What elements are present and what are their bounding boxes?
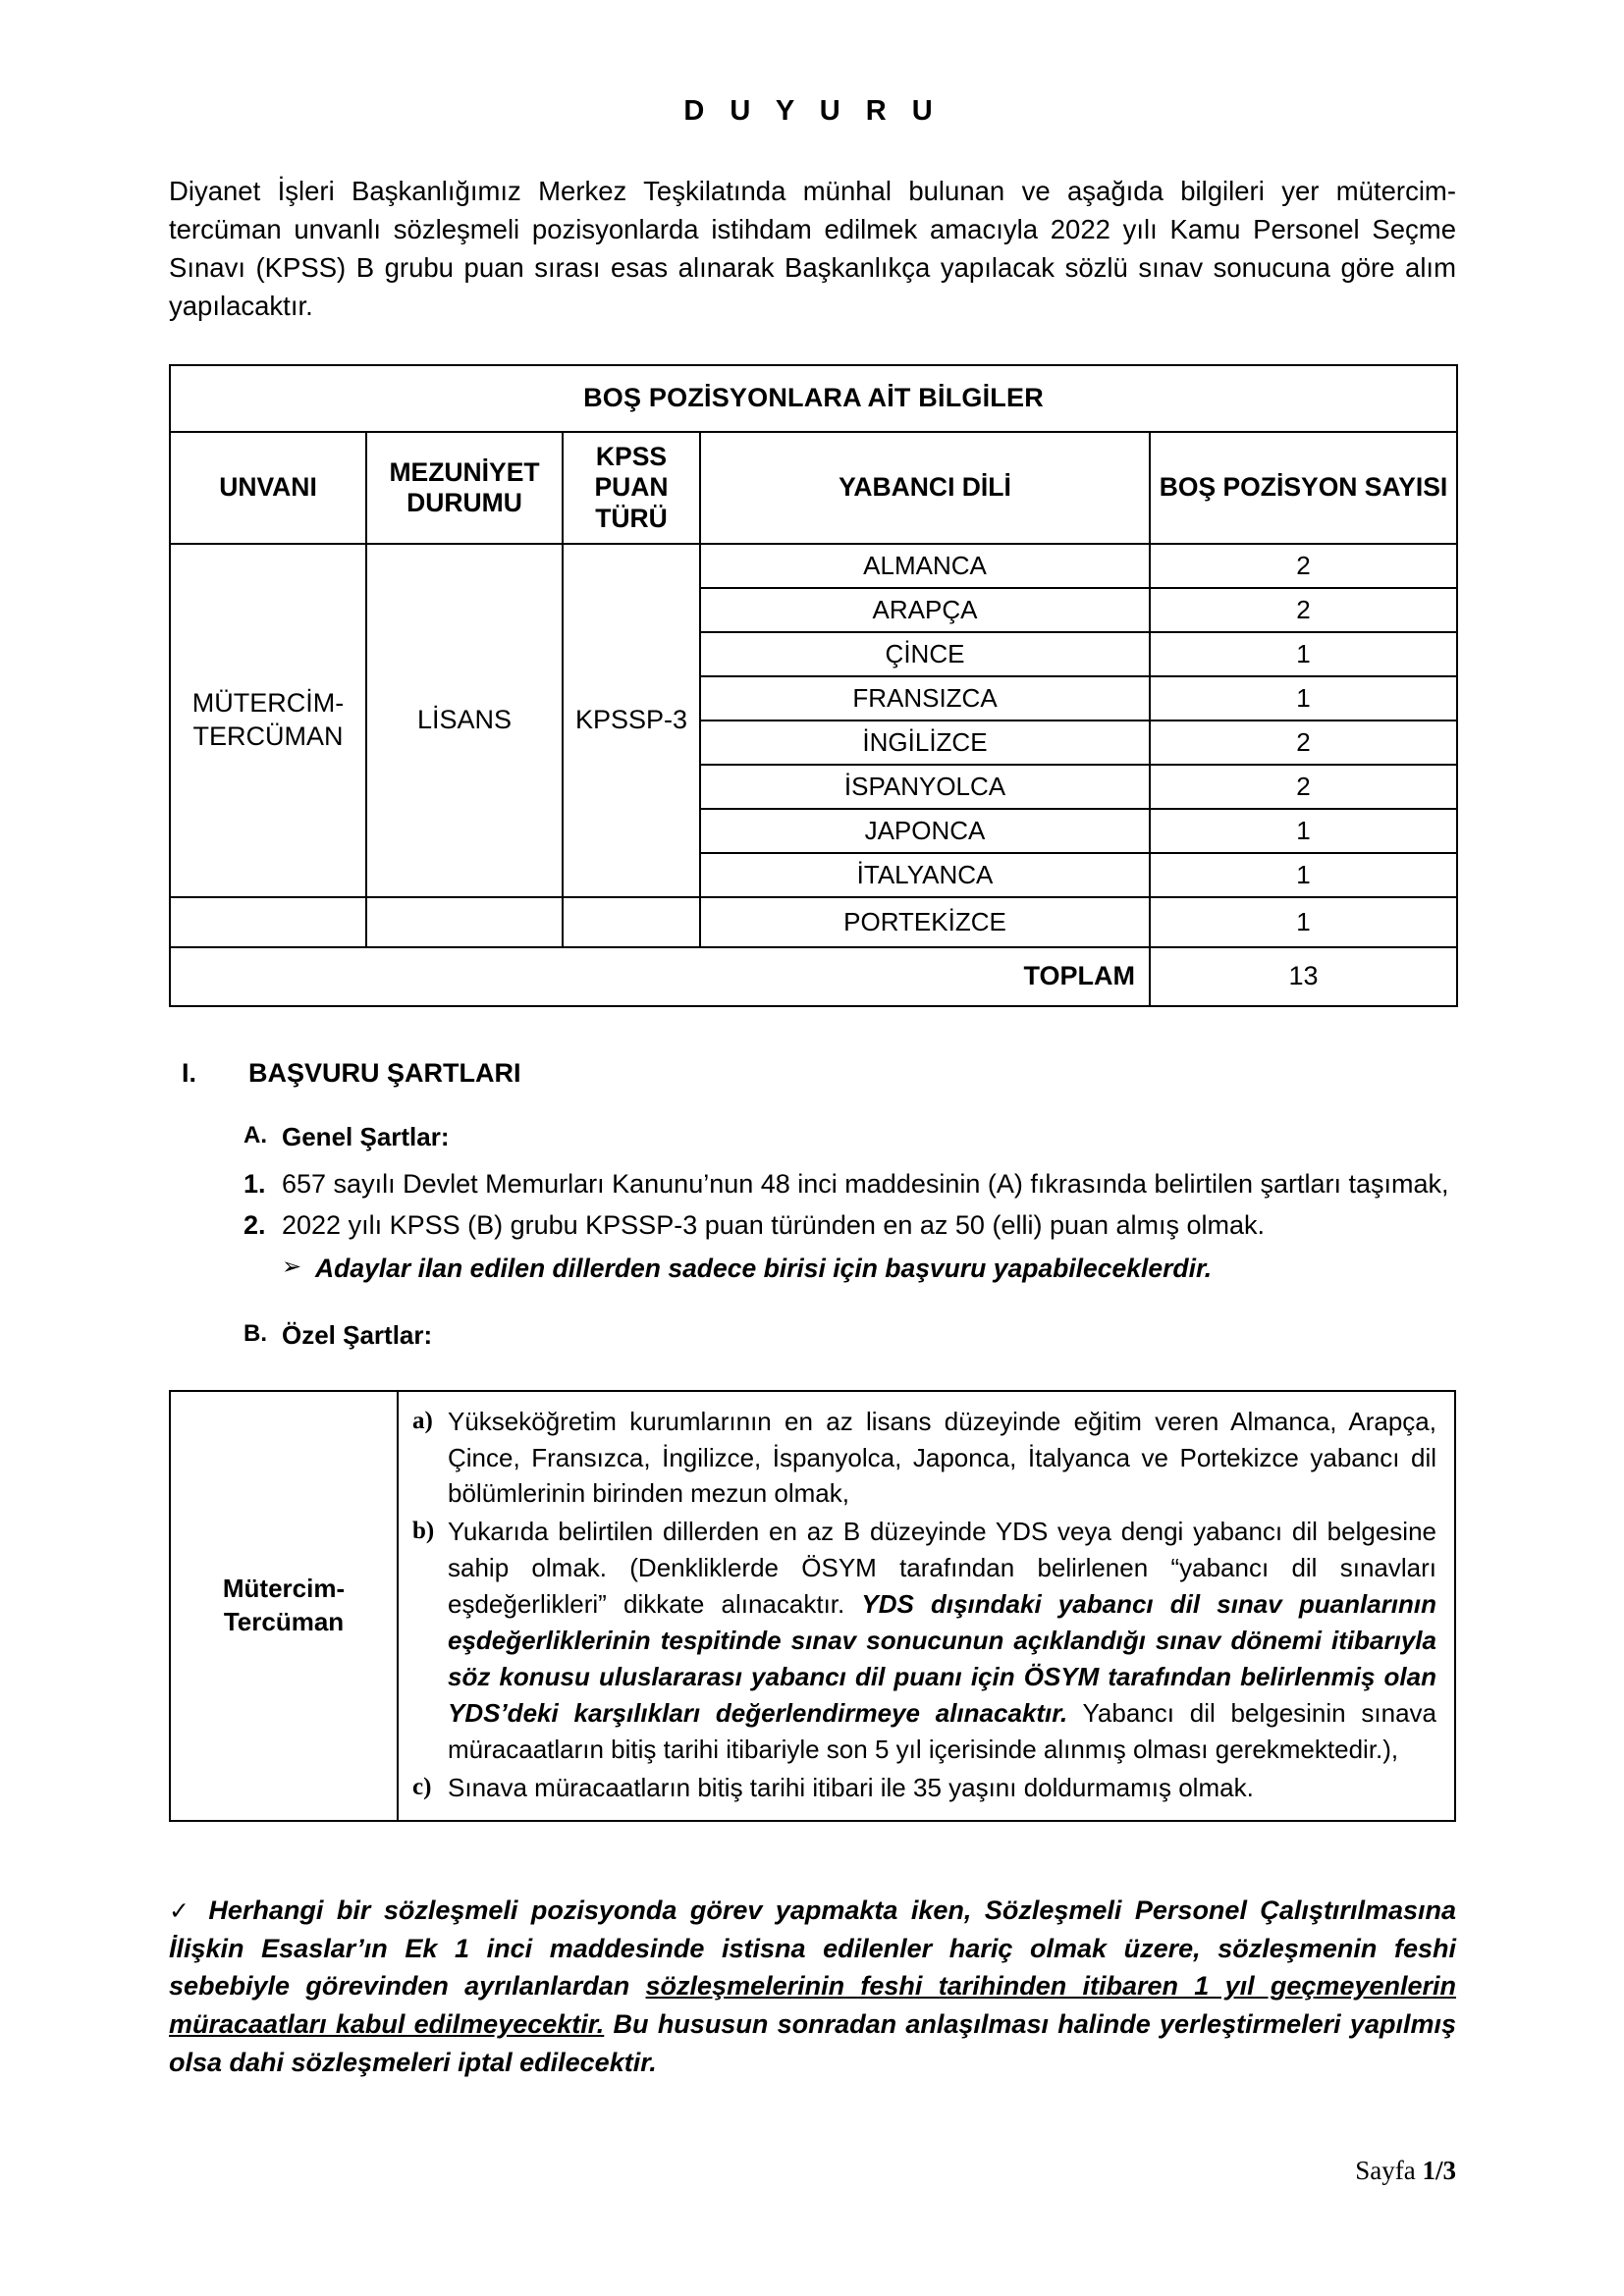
item-text: 2022 yılı KPSS (B) grubu KPSSP-3 puan türünden en az 50 (elli) puan almış olmak. (282, 1209, 1266, 1240)
column-header-bos-pozisyon: BOŞ POZİSYON SAYISI (1150, 432, 1457, 544)
subsection-heading-genel-sartlar (169, 1089, 1456, 1152)
section-basvuru-sartlari (169, 1007, 1456, 1351)
final-note-part2: Bu hususun sonradan anlaşılması halinde yerleştirmeleri yapılmış olsa dahi sözleşmeleri iptal edilecektir. (169, 2009, 1456, 2078)
table-banner-row (170, 365, 1457, 432)
cell-count: 1 (1150, 897, 1457, 947)
total-value: 13 (1150, 947, 1457, 1006)
section-heading-basvuru (169, 1058, 1456, 1089)
item-marker: b) (412, 1518, 435, 1545)
item-marker: c) (412, 1773, 432, 1800)
item-text-part1: Yukarıda belirtilen dillerden en az B düzeyinde YDS veya dengi yabancı dil belgesine sahip olmak. (Denkliklerde ÖSYM tarafından belirlenen “yabancı dil sınavları eşdeğerlikleri” dikkate alınacaktır. (448, 1517, 1436, 1620)
cell-language: ÇİNCE (700, 632, 1150, 676)
positions-table (169, 364, 1458, 1007)
list-item (244, 1203, 1456, 1245)
cell-count: 1 (1150, 676, 1457, 721)
cell-unvani-value: MÜTERCİM-TERCÜMAN (170, 544, 366, 897)
total-label: TOPLAM (170, 947, 1150, 1006)
cell-language: İNGİLİZCE (700, 721, 1150, 765)
cell-language: ARAPÇA (700, 588, 1150, 632)
cell-empty-unvani (170, 897, 366, 947)
cell-language: JAPONCA (700, 809, 1150, 853)
final-note-part1: Herhangi bir sözleşmeli pozisyonda görev yapmakta iken, Sözleşmeli Personel Çalıştırılmasına İlişkin Esaslar’ın Ek 1 inci maddesinde istisna edilenler hariç olmak üzere, sözleşmenin feshi sebebiyle görevinden ayrılanlardan (169, 1895, 1456, 2002)
ozel-sartlar-label: Mütercim-Tercüman (170, 1391, 398, 1821)
cell-count: 2 (1150, 544, 1457, 588)
item-text: Yükseköğretim kurumlarının en az lisans düzeyinde eğitim veren Almanca, Arapça, Çince, Fransızca, İngilizce, İspanyolca, Japonca, İtalyanca ve Portekizce yabancı dil bölümlerinin birinden mezun olmak, (448, 1406, 1436, 1509)
table-banner-title: BOŞ POZİSYONLARA AİT BİLGİLER (170, 365, 1457, 432)
page-footer (1355, 2156, 1456, 2186)
cell-mezuniyet-value: LİSANS (366, 544, 563, 897)
item-text (448, 1514, 1436, 1767)
cell-language: ALMANCA (700, 544, 1150, 588)
item-marker: a) (412, 1407, 433, 1434)
cell-language: FRANSIZCA (700, 676, 1150, 721)
final-note-paragraph (169, 1848, 1456, 2082)
genel-sartlar-list (169, 1152, 1456, 1245)
table-row (170, 1391, 1455, 1821)
cell-count: 2 (1150, 721, 1457, 765)
subsection-heading-ozel-sartlar (169, 1287, 1456, 1351)
footer-label: Sayfa (1355, 2156, 1423, 2185)
positions-table-wrapper (169, 325, 1456, 1007)
section-title: BAŞVURU ŞARTLARI (248, 1057, 521, 1088)
item-text: Sınava müracaatların bitiş tarihi itibari ile 35 yaşını doldurmamış olmak. (448, 1772, 1254, 1802)
genel-sartlar-note (169, 1245, 1456, 1287)
page-title: D U Y U R U (683, 95, 942, 127)
list-item (412, 1514, 1436, 1769)
cell-empty-kpss (563, 897, 700, 947)
cell-language: PORTEKİZCE (700, 897, 1150, 947)
section-marker: I. (182, 1057, 197, 1088)
intro-paragraph: Diyanet İşleri Başkanlığımız Merkez Teşkilatında münhal bulunan ve aşağıda bilgileri yer mütercim-tercüman unvanlı sözleşmeli pozisyonlarda istihdam edilmek amacıyla 2022 yılı Kamu Personel Seçme Sınavı (KPSS) B grubu puan sırası esas alınarak Başkanlıkça yapılacak sözlü sınav sonucuna göre alım yapılacaktır. (169, 175, 1456, 321)
page-content (169, 0, 1456, 2109)
column-header-mezuniyet: MEZUNİYET DURUMU (366, 432, 563, 544)
arrow-note-text: Adaylar ilan edilen dillerden sadece birisi için başvuru yapabileceklerdir. (315, 1253, 1213, 1283)
subsection-title: Özel Şartlar: (282, 1319, 433, 1350)
cell-empty-mezuniyet (366, 897, 563, 947)
cell-count: 1 (1150, 632, 1457, 676)
cell-language: İTALYANCA (700, 853, 1150, 897)
cell-count: 2 (1150, 588, 1457, 632)
final-note-underlined: sözleşmelerinin feshi tarihinden itibaren 1 yıl geçmeyenlerin müracaatları kabul edilmeyecektir. (169, 1971, 1456, 2040)
item-text-emphasis: YDS dışındaki yabancı dil sınav puanlarının eşdeğerliklerinin tespitinde sınav sonucunun açıklandığı sınav dönemi itibarıyla söz konusu uluslararası yabancı dil puanı için ÖSYM tarafından belirlenmiş olan YDS’deki karşılıkları değerlendirmeye alınacaktır. (448, 1589, 1436, 1728)
footer-page-number: 1/3 (1422, 2156, 1456, 2185)
list-item (244, 1162, 1456, 1203)
cell-count: 2 (1150, 765, 1457, 809)
arrow-bullet-icon: ➢ (282, 1253, 302, 1280)
cell-language: İSPANYOLCA (700, 765, 1150, 809)
cell-count: 1 (1150, 853, 1457, 897)
list-item (412, 1770, 1436, 1808)
table-total-row (170, 947, 1457, 1006)
table-row (170, 544, 1457, 588)
item-number: 2. (244, 1209, 266, 1240)
list-item (412, 1404, 1436, 1515)
checkmark-icon: ✓ (169, 1896, 195, 1925)
column-header-unvani: UNVANI (170, 432, 366, 544)
ozel-sartlar-table-wrapper (169, 1351, 1456, 1822)
cell-count: 1 (1150, 809, 1457, 853)
subsection-title: Genel Şartlar: (282, 1121, 450, 1151)
item-text: 657 sayılı Devlet Memurları Kanunu’nun 48 inci maddesinin (A) fıkrasında belirtilen şartları taşımak, (282, 1168, 1449, 1199)
ozel-sartlar-body (398, 1391, 1455, 1821)
column-header-kpss: KPSS PUAN TÜRÜ (563, 432, 700, 544)
table-row (170, 897, 1457, 947)
subsection-marker: A. (244, 1121, 267, 1148)
item-text-part2: Yabancı dil belgesinin sınava müracaatların bitiş tarihi itibariyle son 5 yıl içerisinde alınmış olması gerekmektedir.), (448, 1697, 1437, 1764)
column-header-yabanci-dili: YABANCI DİLİ (700, 432, 1150, 544)
table-header-row (170, 432, 1457, 544)
ozel-sartlar-table (169, 1390, 1456, 1822)
subsection-marker: B. (244, 1319, 267, 1347)
cell-kpss-value: KPSSP-3 (563, 544, 700, 897)
item-number: 1. (244, 1168, 266, 1199)
ozel-sartlar-list (412, 1404, 1436, 1808)
